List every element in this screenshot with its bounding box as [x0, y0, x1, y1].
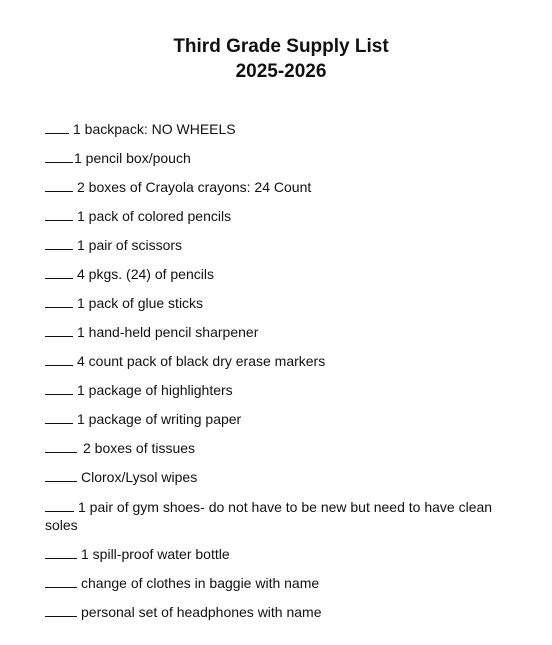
- checkbox-blank[interactable]: [45, 150, 73, 163]
- checkbox-blank[interactable]: [45, 266, 73, 279]
- checkbox-blank[interactable]: [45, 295, 73, 308]
- item-text: personal set of headphones with name: [81, 604, 322, 620]
- list-item: [45, 295, 515, 312]
- checkbox-blank[interactable]: [45, 121, 69, 134]
- list-item: [45, 208, 515, 225]
- checkbox-blank[interactable]: [45, 469, 77, 482]
- checkbox-blank[interactable]: [45, 179, 73, 192]
- list-item: [45, 498, 515, 534]
- item-text: 1 package of highlighters: [77, 382, 233, 398]
- list-item: [45, 411, 515, 428]
- checkbox-blank[interactable]: [45, 575, 77, 588]
- checkbox-blank[interactable]: [45, 440, 77, 453]
- page-title: Third Grade Supply List: [173, 36, 389, 57]
- list-item: [45, 150, 515, 167]
- item-text: 1 pencil box/pouch: [74, 150, 191, 166]
- list-item: [45, 604, 515, 621]
- list-item: [45, 469, 515, 486]
- checkbox-blank[interactable]: [45, 499, 74, 512]
- list-item: [45, 382, 515, 399]
- item-text: 1 pack of colored pencils: [77, 208, 232, 224]
- item-text: 2 boxes of tissues: [83, 440, 196, 456]
- list-item: [45, 179, 515, 196]
- list-item: [45, 324, 515, 341]
- item-text: Clorox/Lysol wipes: [81, 469, 198, 485]
- item-text: 4 count pack of black dry erase markers: [77, 353, 326, 369]
- checkbox-blank[interactable]: [45, 237, 73, 250]
- checkbox-blank[interactable]: [45, 208, 73, 221]
- item-text: 1 pack of glue sticks: [77, 295, 204, 311]
- school-year: 2025-2026: [235, 61, 327, 82]
- list-item: [45, 440, 515, 457]
- item-text: change of clothes in baggie with name: [81, 575, 320, 591]
- checkbox-blank[interactable]: [45, 604, 77, 617]
- item-text: 1 pair of scissors: [77, 237, 183, 253]
- list-item: [45, 353, 515, 370]
- list-item: [45, 575, 515, 592]
- list-item: [45, 546, 515, 563]
- checkbox-blank[interactable]: [45, 411, 73, 424]
- list-item: [45, 266, 515, 283]
- checkbox-blank[interactable]: [45, 546, 77, 559]
- item-text: 2 boxes of Crayola crayons: 24 Count: [77, 179, 312, 195]
- supply-list: [45, 121, 515, 621]
- item-text: 1 pair of gym shoes- do not have to be new but need to have clean soles: [45, 499, 493, 533]
- checkbox-blank[interactable]: [45, 382, 73, 395]
- list-item: [45, 237, 515, 254]
- checkbox-blank[interactable]: [45, 353, 73, 366]
- list-item: [45, 121, 515, 138]
- item-text: 4 pkgs. (24) of pencils: [77, 266, 214, 282]
- item-text: 1 hand-held pencil sharpener: [77, 324, 259, 340]
- checkbox-blank[interactable]: [45, 324, 73, 337]
- item-text: 1 spill-proof water bottle: [81, 546, 230, 562]
- item-text: 1 backpack: NO WHEELS: [73, 121, 236, 137]
- item-text: 1 package of writing paper: [77, 411, 242, 427]
